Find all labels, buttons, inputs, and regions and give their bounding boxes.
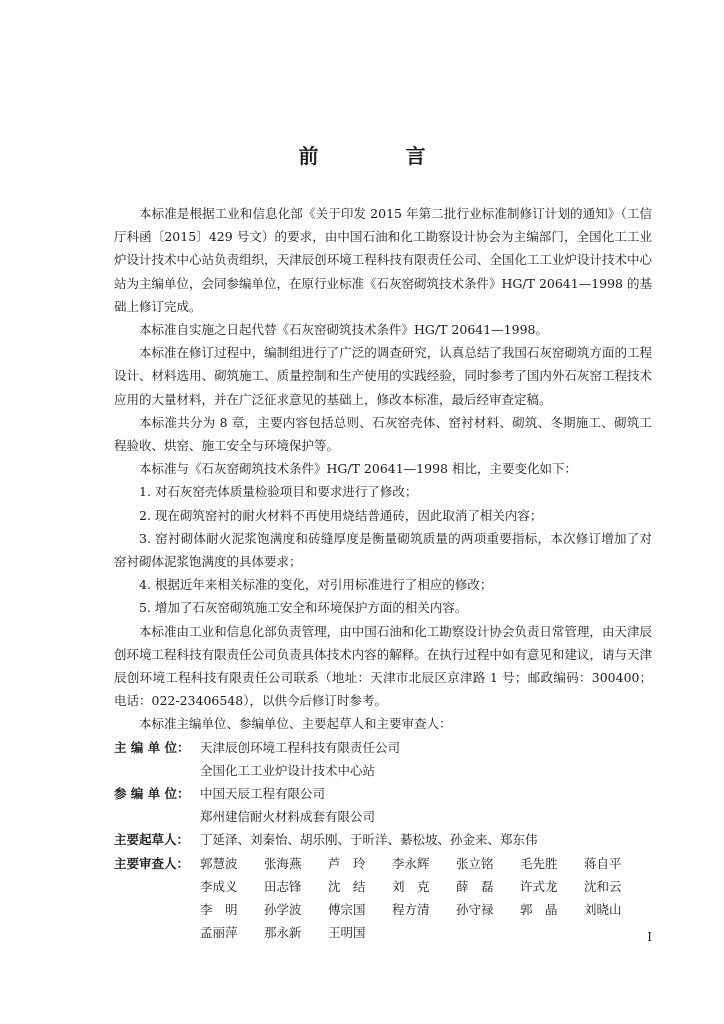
reviewer-name: 沈 结 [328, 878, 366, 894]
reviewer-name: 程方清 [392, 902, 430, 918]
reviewers-list [200, 852, 652, 945]
reviewer-name: 那永新 [264, 925, 302, 941]
paragraph: 本标准主编单位、参编单位、主要起草人和主要审查人： [139, 716, 452, 732]
reviewer-name: 李成义 [200, 878, 238, 894]
participating-label: 参 编 单 位： [114, 786, 190, 802]
reviewer-name: 郭慧波 [200, 855, 238, 871]
reviewer-name: 刘 克 [392, 878, 430, 894]
reviewer-name: 蒋自平 [584, 855, 622, 871]
change-item: 3. 窑衬砌体耐火泥浆饱满度和砖缝厚度是衡量砌筑质量的两项重要指标，本次修订增加了对窑衬砌体泥浆饱满度的具体要求； [114, 530, 652, 570]
drafters-row [114, 828, 652, 851]
drafters-list: 丁延泽、刘秦怡、胡乐刚、于昕洋、綦松坡、孙金来、郑东伟 [200, 832, 538, 848]
reviewer-name: 王明国 [328, 925, 366, 941]
chief-editor-label: 主 编 单 位： [114, 739, 190, 755]
change-item: 1. 对石灰窑壳体质量检验项目和要求进行了修改； [139, 484, 418, 500]
reviewer-name: 薛 磊 [456, 878, 494, 894]
paragraph: 本标准共分为 8 章，主要内容包括总则、石灰窑壳体、窑衬材料、砌筑、冬期施工、砌筑工程验收、烘窑、施工安全与环境保护等。 [114, 414, 652, 454]
chief-editor-unit: 全国化工工业炉设计技术中心站 [200, 762, 376, 778]
participating-unit: 郑州建信耐火材料成套有限公司 [200, 809, 376, 825]
chief-editor-row [114, 736, 652, 782]
reviewer-name: 沈和云 [584, 878, 622, 894]
reviewer-name: 李 明 [200, 902, 238, 918]
reviewer-name: 张海燕 [264, 855, 302, 871]
reviewer-name: 毛先胜 [520, 855, 558, 871]
paragraph: 本标准是根据工业和信息化部《关于印发 2015 年第二批行业标准制修订计划的通知》（工信厅科函〔2015〕429 号文）的要求，由中国石油和化工勘察设计协会为主编部门，全国化工工业炉设计技术中心站负责组织，天津辰创环境工程科技有限责任公司、全国化工工业炉设计技术中心站为主编单位，会同参编单位，在原行业标准《石灰窑砌筑技术条件》HG/T 20641—1998 的基础上修订完成。 [114, 206, 652, 314]
reviewer-name: 傅宗国 [328, 902, 366, 918]
reviewer-name: 李永辉 [392, 855, 430, 871]
paragraph: 本标准在修订过程中，编制组进行了广泛的调查研究，认真总结了我国石灰窑砌筑方面的工程设计、材料选用、砌筑施工、质量控制和生产使用的实践经验，同时参考了国内外石灰窑工程技术应用的大量材料，并在广泛征求意见的基础上，修改本标准，最后经审查定稿。 [114, 345, 652, 407]
reviewer-name: 郭 晶 [520, 902, 558, 918]
reviewers-label: 主要审查人： [114, 855, 190, 871]
reviewer-name: 孙学波 [264, 902, 302, 918]
reviewer-name: 许式龙 [520, 878, 558, 894]
chief-editor-unit: 天津辰创环境工程科技有限责任公司 [200, 739, 401, 755]
reviewer-name: 田志锋 [264, 878, 302, 894]
credits [114, 736, 652, 945]
change-item: 4. 根据近年来相关标准的变化，对引用标准进行了相应的修改； [139, 577, 493, 593]
drafters-label: 主要起草人： [114, 832, 190, 848]
reviewer-name: 张立铭 [456, 855, 494, 871]
page-title: 前 言 [298, 144, 466, 168]
preface-body [114, 202, 652, 945]
reviewer-name: 芦 玲 [328, 855, 366, 871]
paragraph: 本标准自实施之日起代替《石灰窑砌筑技术条件》HG/T 20641—1998。 [139, 322, 548, 338]
reviewer-name: 刘晓山 [584, 902, 622, 918]
reviewers-row [114, 852, 652, 945]
change-item: 5. 增加了石灰窑砌筑施工安全和环境保护方面的相关内容。 [139, 600, 468, 616]
paragraph: 本标准与《石灰窑砌筑技术条件》HG/T 20641—1998 相比，主要变化如下： [139, 461, 577, 477]
paragraph: 本标准由工业和信息化部负责管理，由中国石油和化工勘察设计协会负责日常管理，由天津辰创环境工程科技有限责任公司负责具体技术内容的解释。在执行过程中如有意见和建议，请与天津辰创环境工程科技有限责任公司联系（地址：天津市北辰区京津路 1 号；邮政编码：300400；电话：022-23406548），以供今后修订时参考。 [114, 623, 652, 709]
change-item: 2. 现在砌筑窑衬的耐火材料不再使用烧结普通砖，因此取消了相关内容； [139, 507, 543, 523]
reviewer-name: 孟丽萍 [200, 925, 238, 941]
page-number: I [647, 930, 652, 944]
participating-unit: 中国天辰工程有限公司 [200, 786, 326, 802]
reviewer-name: 孙守禄 [456, 902, 494, 918]
participating-row [114, 782, 652, 828]
